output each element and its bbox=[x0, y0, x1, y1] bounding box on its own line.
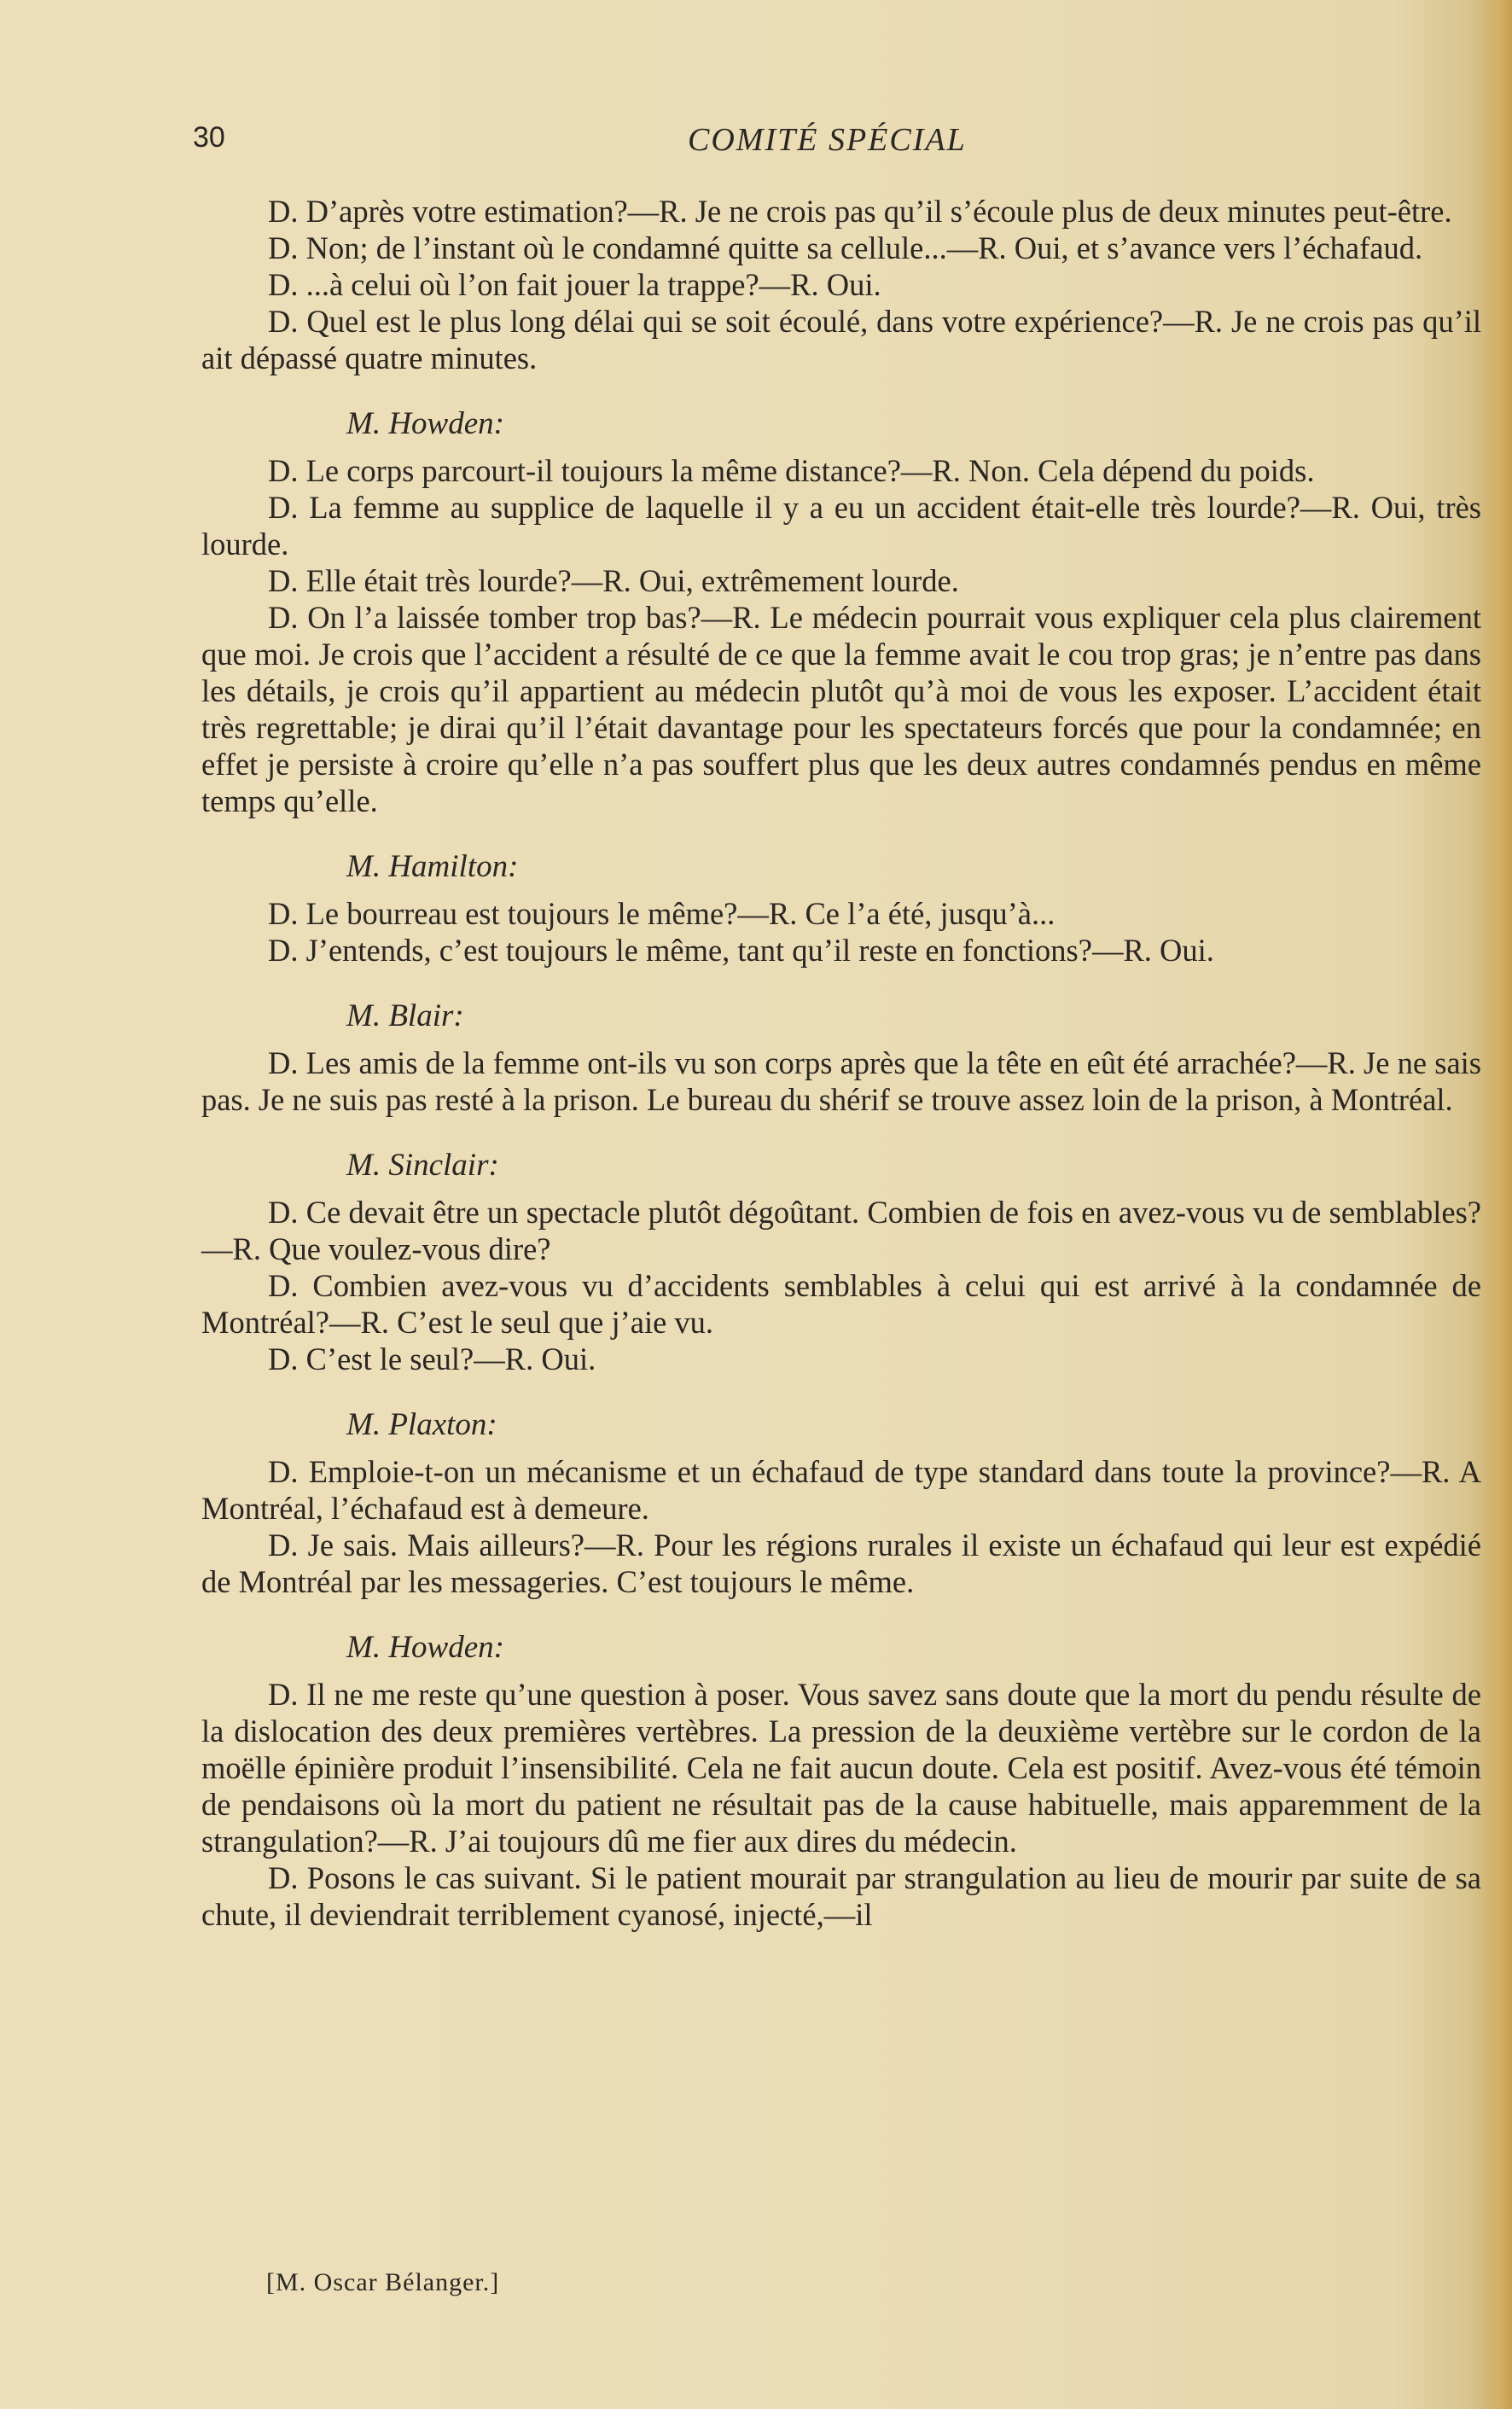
dialogue-paragraph: D. ...à celui où l’on fait jouer la trappe?—R. Oui. bbox=[268, 267, 881, 302]
dialogue-paragraph: D. Le corps parcourt-il toujours la même distance?—R. Non. Cela dépend du poids. bbox=[268, 453, 1315, 488]
dialogue-paragraph: D. J’entends, c’est toujours le même, tant qu’il reste en fonctions?—R. Oui. bbox=[268, 933, 1214, 968]
dialogue-paragraph: D. Posons le cas suivant. Si le patient mourait par strangulation au lieu de mourir par suite de sa chute, il deviendrait terriblement cyanosé, injecté,—il bbox=[201, 1860, 1481, 1932]
page-body bbox=[201, 193, 1481, 1933]
dialogue-paragraph: D. Ce devait être un spectacle plutôt dégoûtant. Combien de fois en avez-vous vu de semblables?—R. Que voulez-vous dire? bbox=[201, 1195, 1481, 1266]
dialogue-paragraph: D. Non; de l’instant où le condamné quitte sa cellule...—R. Oui, et s’avance vers l’échafaud. bbox=[268, 230, 1423, 265]
speaker-heading: M. Hamilton: bbox=[346, 849, 519, 884]
speaker-heading: M. Howden: bbox=[346, 406, 504, 441]
speaker-heading: M. Sinclair: bbox=[346, 1148, 499, 1183]
dialogue-paragraph: D. C’est le seul?—R. Oui. bbox=[268, 1341, 596, 1376]
page-number: 30 bbox=[193, 121, 225, 154]
dialogue-paragraph: D. Je sais. Mais ailleurs?—R. Pour les régions rurales il existe un échafaud qui leur est expédié de Montréal par les messageries. C’est toujours le même. bbox=[201, 1527, 1481, 1599]
dialogue-paragraph: D. Il ne me reste qu’une question à poser. Vous savez sans doute que la mort du pendu résulte de la dislocation des deux premières vertèbres. La pression de la deuxième vertèbre sur le cordon de la moëlle épinière produit l’insensibilité. Cela ne fait aucun doute. Cela est positif. Avez-vous été témoin de pendaisons où la mort du patient ne résultait pas de la cause habituelle, mais apparemment de la strangulation?—R. J’ai toujours dû me fier aux dires du médecin. bbox=[201, 1677, 1481, 1859]
dialogue-paragraph: D. Combien avez-vous vu d’accidents semblables à celui qui est arrivé à la condamnée de Montréal?—R. C’est le seul que j’aie vu. bbox=[201, 1268, 1481, 1340]
dialogue-paragraph: D. D’après votre estimation?—R. Je ne crois pas qu’il s’écoule plus de deux minutes peut-être. bbox=[268, 194, 1452, 229]
dialogue-paragraph: D. La femme au supplice de laquelle il y a eu un accident était-elle très lourde?—R. Oui, très lourde. bbox=[201, 490, 1481, 562]
speaker-heading: M. Blair: bbox=[346, 998, 464, 1033]
dialogue-paragraph: D. Les amis de la femme ont-ils vu son corps après que la tête en eût été arrachée?—R. Je ne sais pas. Je ne suis pas resté à la prison. Le bureau du shérif se trouve assez loin de la prison, à Montréal. bbox=[201, 1045, 1481, 1117]
page-header bbox=[193, 121, 1473, 164]
dialogue-paragraph: D. Le bourreau est toujours le même?—R. Ce l’a été, jusqu’à... bbox=[268, 896, 1055, 931]
page-edge-shading bbox=[1483, 0, 1512, 2409]
page-footer: [M. Oscar Bélanger.] bbox=[266, 2268, 500, 2296]
dialogue-paragraph: D. Emploie-t-on un mécanisme et un échafaud de type standard dans toute la province?—R. A Montréal, l’échafaud est à demeure. bbox=[201, 1454, 1481, 1526]
dialogue-paragraph: D. On l’a laissée tomber trop bas?—R. Le médecin pourrait vous expliquer cela plus clairement que moi. Je crois que l’accident a résulté de ce que la femme avait le cou trop gras; je n’entre pas dans les détails, je crois qu’il appartient au médecin plutôt qu’à moi de vous les exposer. L’accident était très regrettable; je dirai qu’il l’était davantage pour les spectateurs forcés que pour la condamnée; en effet je persiste à croire qu’elle n’a pas souffert plus que les deux autres condamnés pendus en même temps qu’elle. bbox=[201, 600, 1481, 818]
dialogue-paragraph: D. Quel est le plus long délai qui se soit écoulé, dans votre expérience?—R. Je ne crois pas qu’il ait dépassé quatre minutes. bbox=[201, 304, 1481, 375]
speaker-heading: M. Howden: bbox=[346, 1630, 504, 1665]
speaker-heading: M. Plaxton: bbox=[346, 1407, 497, 1442]
dialogue-paragraph: D. Elle était très lourde?—R. Oui, extrêmement lourde. bbox=[268, 563, 959, 598]
running-head: COMITÉ SPÉCIAL bbox=[688, 122, 967, 158]
